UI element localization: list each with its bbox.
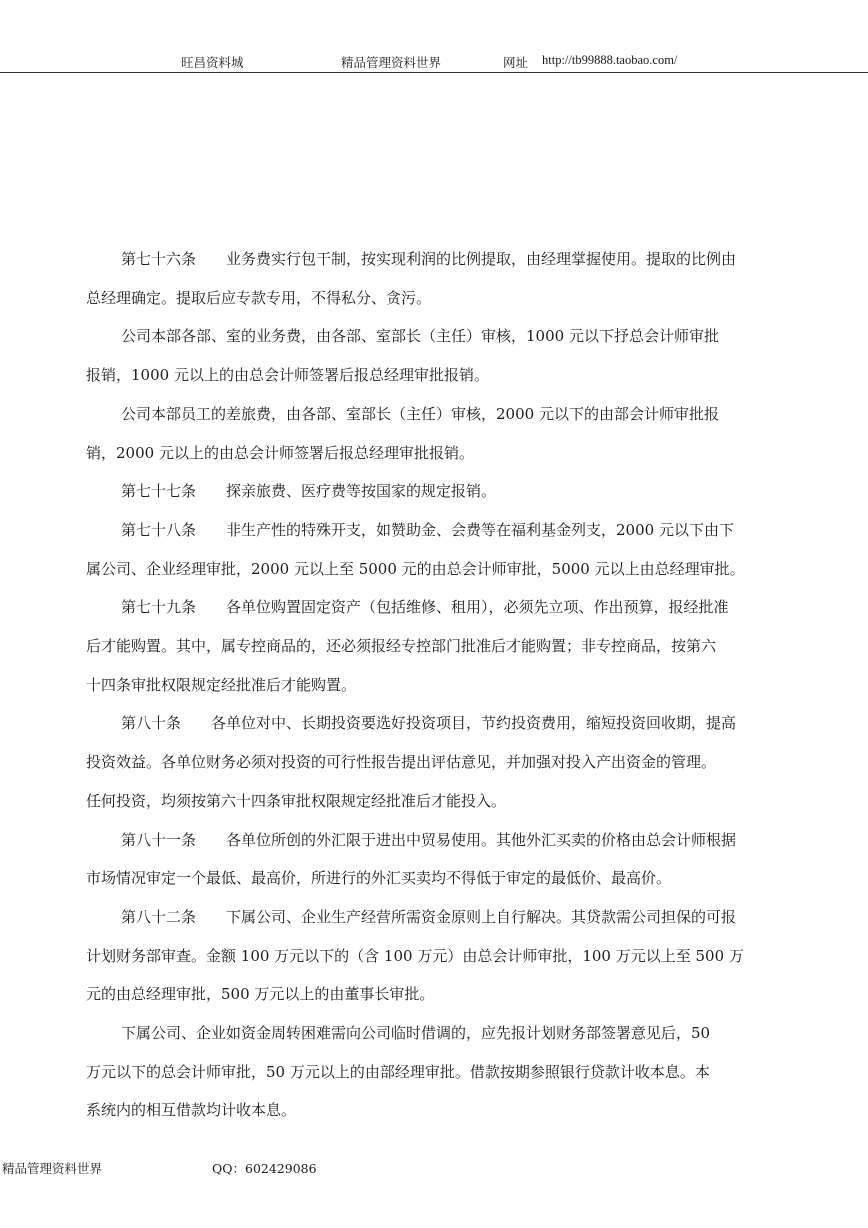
text-line: 报销，1000 元以上的由总会计师签署后报总经理审批报销。	[86, 366, 489, 385]
text-line: 第八十条 各单位对中、长期投资要选好投资项目，节约投资费用，缩短投资回收期，提高	[121, 714, 737, 733]
paragraph-article-79	[86, 588, 786, 704]
text-line: 第八十二条 下属公司、企业生产经营所需资金原则上自行解决。其贷款需公司担保的可报	[121, 907, 737, 926]
text-line: 万元以下的总会计师审批，50 万元以上的由部经理审批。借款按期参照银行贷款计收本息。本	[86, 1062, 710, 1081]
text-line: 后才能购置。其中，属专控商品的，还必须报经专控部门批准后才能购置；非专控商品，按第六	[86, 637, 717, 656]
text-line: 销，2000 元以上的由总会计师签署后报总经理审批报销。	[86, 443, 474, 462]
page-header	[0, 50, 868, 73]
paragraph-article-76	[86, 240, 786, 317]
footer-qq-contact: QQ：602429086	[212, 1161, 317, 1176]
paragraph-article-78	[86, 511, 786, 588]
text-line: 系统内的相互借款均计收本息。	[86, 1101, 297, 1120]
header-shop-name: 旺昌资料城	[181, 55, 244, 70]
paragraph-article-81	[86, 821, 786, 898]
text-line: 总经理确定。提取后应专款专用，不得私分、贪污。	[86, 288, 432, 307]
text-line: 投资效益。各单位财务必须对投资的可行性报告提出评估意见，并加强对投入产出资金的管理。	[86, 753, 717, 772]
footer-site-title: 精品管理资料世界	[2, 1161, 103, 1176]
text-line: 第七十八条 非生产性的特殊开支，如赞助金、会费等在福利基金列支，2000 元以下由下	[121, 520, 734, 539]
text-line: 十四条审批权限规定经批准后才能购置。	[86, 675, 357, 694]
text-line: 第七十九条 各单位购置固定资产（包括维修、租用），必须先立项、作出预算，报经批准	[121, 598, 729, 617]
header-url-label: 网址	[503, 55, 529, 70]
text-line: 公司本部各部、室的业务费，由各部、室部长（主任）审核，1000 元以下抒总会计师审批	[121, 327, 719, 346]
header-url-link[interactable]: http://tb99888.taobao.com/	[542, 53, 678, 67]
text-line: 第八十一条 各单位所创的外汇限于进出中贸易使用。其他外汇买卖的价格由总会计师根据	[121, 830, 737, 849]
text-line: 市场情况审定一个最低、最高价，所进行的外汇买卖均不得低于审定的最低价、最高价。	[86, 869, 672, 888]
paragraph-travel-expense	[86, 395, 786, 472]
paragraph-business-expense	[86, 317, 786, 394]
document-body	[86, 240, 786, 1130]
text-line: 第七十六条 业务费实行包干制，按实现利润的比例提取，由经理掌握使用。提取的比例由	[121, 250, 737, 268]
text-line: 公司本部员工的差旅费，由各部、室部长（主任）审核，2000 元以下的由部会计师审批报	[121, 404, 719, 423]
text-line: 元的由总经理审批，500 万元以上的由董事长审批。	[86, 985, 435, 1004]
text-line: 任何投资，均须按第六十四条审批权限规定经批准后才能投入。	[86, 791, 507, 810]
paragraph-temporary-loan	[86, 1014, 786, 1130]
text-line: 计划财务部审查。金额 100 万元以下的（含 100 万元）由总会计师审批，100 万元以上至 500 万	[86, 946, 744, 965]
header-site-title: 精品管理资料世界	[341, 55, 442, 70]
paragraph-article-82	[86, 898, 786, 1014]
text-line: 第七十七条 探亲旅费、医疗费等按国家的规定报销。	[121, 482, 497, 501]
text-line: 属公司、企业经理审批，2000 元以上至 5000 元的由总会计师审批，5000 元以上由总经理审批。	[86, 559, 745, 578]
paragraph-article-80	[86, 704, 786, 820]
paragraph-article-77	[86, 472, 786, 511]
text-line: 下属公司、企业如资金周转困难需向公司临时借调的，应先报计划财务部签署意见后，50	[121, 1024, 711, 1043]
